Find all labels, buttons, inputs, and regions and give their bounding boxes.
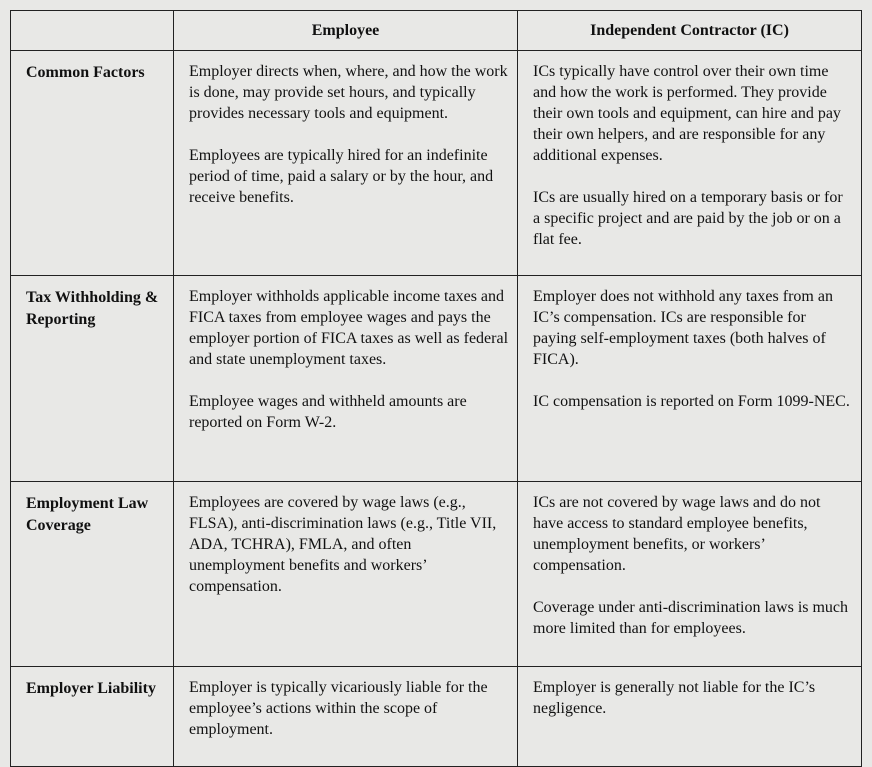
contractor-cell	[518, 667, 862, 767]
row-label-tax-withholding: Tax Withholding & Reporting	[11, 276, 174, 482]
employee-cell	[174, 667, 518, 767]
row-label-common-factors: Common Factors	[11, 51, 174, 276]
comparison-table-container	[10, 10, 860, 738]
comparison-table	[10, 10, 862, 767]
table-row	[11, 276, 862, 482]
header-row	[11, 11, 862, 51]
contractor-cell	[518, 482, 862, 667]
paragraph: ICs typically have control over their own time and how the work is performed. They provide their own tools and equipment, can hire and pay their own helpers, and are responsible for any additional expenses.	[533, 63, 841, 164]
employee-cell	[174, 482, 518, 667]
paragraph: Employer directs when, where, and how the work is done, may provide set hours, and typically provides necessary tools and equipment.	[189, 63, 508, 122]
paragraph: ICs are usually hired on a temporary basis or for a specific project and are paid by the job or on a flat fee.	[533, 189, 843, 248]
header-employee: Employee	[174, 11, 518, 51]
employee-cell	[174, 276, 518, 482]
row-label-employment-law: Employment Law Coverage	[11, 482, 174, 667]
paragraph: Employee wages and withheld amounts are reported on Form W-2.	[189, 393, 467, 431]
paragraph: Coverage under anti-discrimination laws is much more limited than for employees.	[533, 599, 849, 637]
header-blank	[11, 11, 174, 51]
paragraph: Employer is typically vicariously liable for the employee’s actions within the scope of employment.	[189, 679, 488, 738]
employee-cell	[174, 51, 518, 276]
paragraph: IC compensation is reported on Form 1099-NEC.	[533, 393, 850, 410]
paragraph: Employees are typically hired for an indefinite period of time, paid a salary or by the hour, and receive benefits.	[189, 147, 494, 206]
row-label-employer-liability: Employer Liability	[11, 667, 174, 767]
table-row	[11, 667, 862, 767]
paragraph: Employer does not withhold any taxes from an IC’s compensation. ICs are responsible for paying self-employment taxes (both halves of FICA).	[533, 288, 833, 368]
header-contractor: Independent Contractor (IC)	[518, 11, 862, 51]
paragraph: Employer is generally not liable for the IC’s negligence.	[533, 679, 816, 717]
contractor-cell	[518, 276, 862, 482]
contractor-cell	[518, 51, 862, 276]
table-row	[11, 51, 862, 276]
paragraph: ICs are not covered by wage laws and do not have access to standard employee benefits, unemployment benefits, or workers’ compensation.	[533, 494, 821, 574]
paragraph: Employer withholds applicable income taxes and FICA taxes from employee wages and pays the employer portion of FICA taxes as well as federal and state unemployment taxes.	[189, 288, 509, 368]
paragraph: Employees are covered by wage laws (e.g., FLSA), anti-discrimination laws (e.g., Title VII, ADA, TCHRA), FMLA, and often unemployment benefits and workers’ compensation.	[189, 494, 497, 595]
table-row	[11, 482, 862, 667]
